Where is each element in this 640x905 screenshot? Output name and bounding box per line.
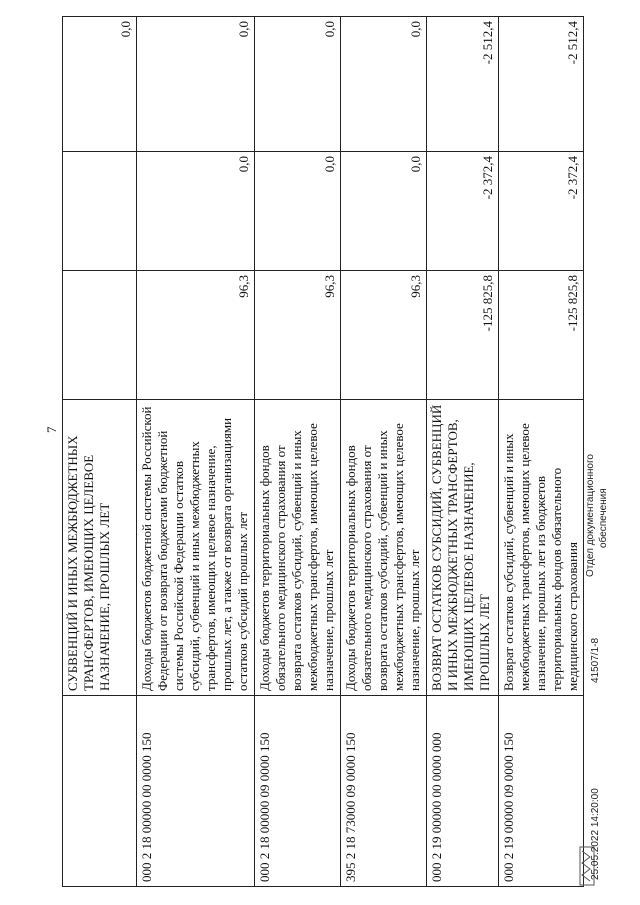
footer-timestamp: 25.05.2022 14:20:00 [590, 788, 601, 880]
value-cell-3: 0,0 [255, 17, 341, 152]
value-cell-3: 0,0 [63, 17, 137, 152]
value-cell-2: 0,0 [137, 152, 255, 271]
footer-doc-number: 41507/1-8 [590, 637, 601, 683]
value-cell-2: -2 372,4 [427, 152, 499, 271]
name-cell: ВОЗВРАТ ОСТАТКОВ СУБСИДИЙ, СУБВЕНЦИЙ И ИНЫХ МЕЖБЮДЖЕТНЫХ ТРАНСФЕРТОВ, ИМЕЮЩИХ ЦЕЛЕВОЕ НАЗНАЧЕНИЕ, ПРОШЛЫХ ЛЕТ [427, 400, 499, 696]
table-row [255, 17, 341, 887]
value-cell-1: 96,3 [341, 271, 427, 400]
value-cell-1: -125 825,8 [427, 271, 499, 400]
code-cell: 395 2 18 73000 09 0000 150 [341, 696, 427, 887]
table-row [427, 17, 499, 887]
value-cell-2: -2 372,4 [499, 152, 584, 271]
table-row [499, 17, 584, 887]
value-cell-3: -2 512,4 [427, 17, 499, 152]
value-cell-1: 96,3 [137, 271, 255, 400]
code-cell: 000 2 18 00000 09 0000 150 [255, 696, 341, 887]
name-cell: Возврат остатков субсидий, субвенций и иных межбюджетных трансфертов, имеющих целевое назначение, прошлых лет из бюджетов территориальных фондов обязательного медицинского страхования [499, 400, 584, 696]
table-row [137, 17, 255, 887]
rotated-table-container [62, 21, 582, 887]
page-number: 7 [44, 426, 59, 433]
name-cell: Доходы бюджетов территориальных фондов обязательного медицинского страхования от возврата остатков субсидий, субвенций и иных межбюджетных трансфертов, имеющих целевое назначение, прошлых лет [341, 400, 427, 696]
name-cell: СУБВЕНЦИЙ И ИНЫХ МЕЖБЮДЖЕТНЫХ ТРАНСФЕРТОВ, ИМЕЮЩИХ ЦЕЛЕВОЕ НАЗНАЧЕНИЕ, ПРОШЛЫХ ЛЕТ [63, 400, 137, 696]
value-cell-2: 0,0 [255, 152, 341, 271]
value-cell-3: 0,0 [341, 17, 427, 152]
value-cell-1 [63, 271, 137, 400]
footer-department-line2: обеспечения [598, 488, 609, 548]
table-row [341, 17, 427, 887]
code-cell: 000 2 18 00000 00 0000 150 [137, 696, 255, 887]
value-cell-3: 0,0 [137, 17, 255, 152]
value-cell-2 [63, 152, 137, 271]
code-cell: 000 2 19 00000 00 0000 000 [427, 696, 499, 887]
footer-department-line1: Отдел документационного [585, 454, 596, 577]
value-cell-3: -2 512,4 [499, 17, 584, 152]
value-cell-1: -125 825,8 [499, 271, 584, 400]
budget-table [62, 16, 584, 887]
value-cell-2: 0,0 [341, 152, 427, 271]
value-cell-1: 96,3 [255, 271, 341, 400]
name-cell: Доходы бюджетов бюджетной системы Российской Федерации от возврата бюджетами бюджетной системы Российской Федерации остатков субсидий, субвенций и иных межбюджетных трансфертов, имеющих целевое назначение, прошлых лет, а также от возврата организациями остатков субсидий прошлых лет [137, 400, 255, 696]
table-row [63, 17, 137, 887]
code-cell: 000 2 19 00000 09 0000 150 [499, 696, 584, 887]
name-cell: Доходы бюджетов территориальных фондов обязательного медицинского страхования от возврата остатков субсидий, субвенций и иных межбюджетных трансфертов, имеющих целевое назначение, прошлых лет [255, 400, 341, 696]
code-cell [63, 696, 137, 887]
